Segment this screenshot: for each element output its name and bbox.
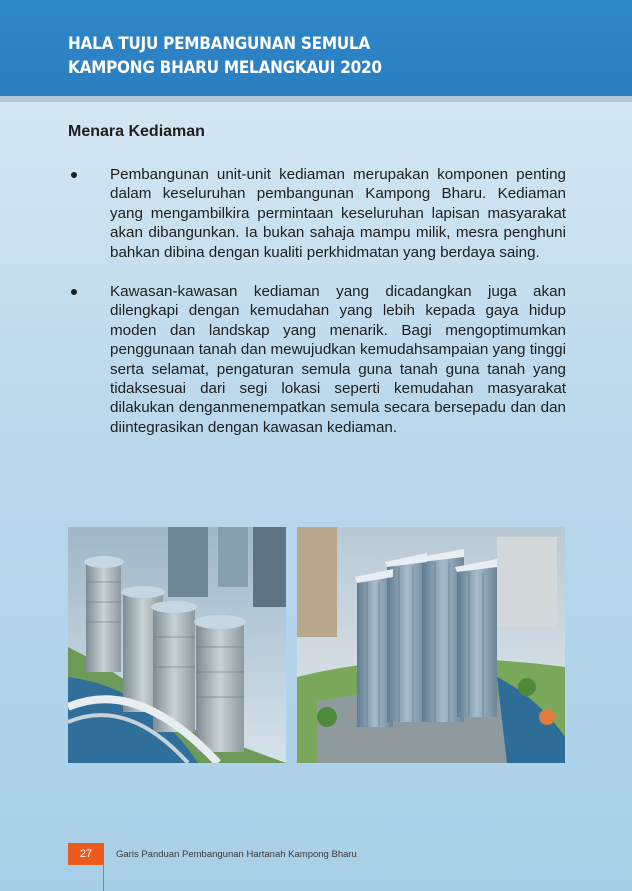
bullet-item (68, 165, 566, 262)
header-divider (0, 96, 632, 102)
header-title-line-1: HALA TUJU PEMBANGUNAN SEMULA (68, 34, 370, 54)
bullet-dot-icon (71, 172, 77, 178)
tower-rendering-right (297, 527, 565, 763)
section-title: Menara Kediaman (68, 123, 205, 140)
bullet-text: Pembangunan unit-unit kediaman merupakan komponen penting dalam keseluruhan pembangunan Kampong Bharu. Kediaman yang mengambilkira permintaan keseluruhan lapisan masyarakat akan dibangunkan. Ia bukan sahaja mampu milik, mesra penghuni bahkan dibina dengan kualiti perkhidmatan yang berdaya saing. (110, 166, 566, 261)
bullet-dot-icon (71, 289, 77, 295)
bullet-text: Kawasan-kawasan kediaman yang dicadangkan juga akan dilengkapi dengan kemudahan yang lebih kepada gaya hidup moden dan landskap yang menarik. Bagi mengoptimumkan penggunaan tanah dan mewujudkan kemudahsampaian yang tinggi serta selamat, pengaturan semula guna tanah guna tanah yang tidaksesuai dari segi lokasi seperti kemudahan masyarakat dilakukan denganmenempatkan semula secara bersepadu dan dan diintegrasikan dengan kawasan kediaman. (110, 283, 566, 436)
bullet-item (68, 282, 566, 437)
tower-rendering-right-image (297, 527, 565, 763)
tower-rendering-left-image (68, 527, 286, 763)
page-number: 27 (68, 843, 104, 865)
header-title-line-2: KAMPONG BHARU MELANGKAUI 2020 (68, 58, 382, 78)
bullet-list (68, 165, 566, 457)
page-header-title (68, 32, 382, 80)
footer-title: Garis Panduan Pembangunan Hartanah Kampong Bharu (116, 849, 357, 860)
tower-rendering-left (68, 527, 286, 763)
